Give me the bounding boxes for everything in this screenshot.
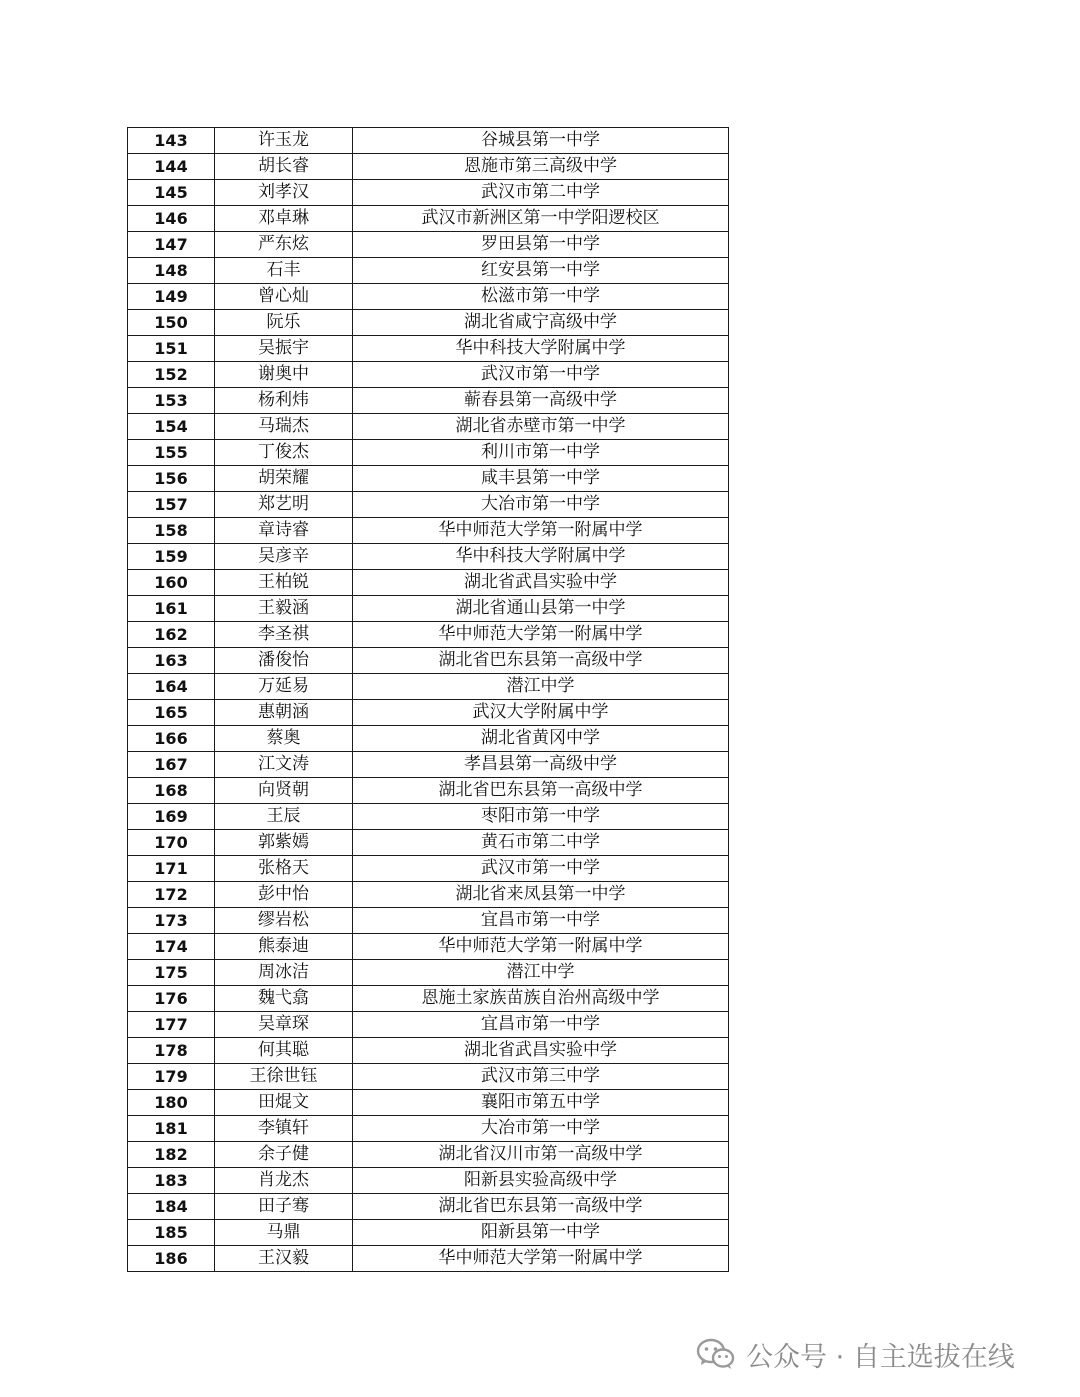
table-row — [128, 154, 729, 180]
school-name: 阳新县第一中学 — [353, 1220, 729, 1246]
table-row — [128, 674, 729, 700]
table-row — [128, 726, 729, 752]
results-table — [127, 127, 729, 1272]
student-name: 田焜文 — [215, 1090, 353, 1116]
table-row — [128, 362, 729, 388]
row-number: 147 — [128, 232, 215, 258]
table-row — [128, 440, 729, 466]
row-number: 184 — [128, 1194, 215, 1220]
row-number: 180 — [128, 1090, 215, 1116]
school-name: 湖北省黄冈中学 — [353, 726, 729, 752]
row-number: 170 — [128, 830, 215, 856]
school-name: 潜江中学 — [353, 674, 729, 700]
school-name: 湖北省通山县第一中学 — [353, 596, 729, 622]
row-number: 177 — [128, 1012, 215, 1038]
row-number: 162 — [128, 622, 215, 648]
row-number: 148 — [128, 258, 215, 284]
school-name: 襄阳市第五中学 — [353, 1090, 729, 1116]
row-number: 169 — [128, 804, 215, 830]
school-name: 武汉市第一中学 — [353, 856, 729, 882]
row-number: 176 — [128, 986, 215, 1012]
school-name: 大冶市第一中学 — [353, 492, 729, 518]
student-name: 向贤朝 — [215, 778, 353, 804]
table-row — [128, 1168, 729, 1194]
school-name: 华中科技大学附属中学 — [353, 544, 729, 570]
student-name: 周冰洁 — [215, 960, 353, 986]
table-row — [128, 648, 729, 674]
table-row — [128, 1142, 729, 1168]
school-name: 潜江中学 — [353, 960, 729, 986]
row-number: 156 — [128, 466, 215, 492]
watermark-text: 公众号 · 自主选拔在线 — [746, 1341, 1015, 1373]
row-number: 173 — [128, 908, 215, 934]
school-name: 华中师范大学第一附属中学 — [353, 518, 729, 544]
school-name: 枣阳市第一中学 — [353, 804, 729, 830]
student-name: 马鼎 — [215, 1220, 353, 1246]
student-name: 彭中怡 — [215, 882, 353, 908]
school-name: 武汉市新洲区第一中学阳逻校区 — [353, 206, 729, 232]
student-name: 王辰 — [215, 804, 353, 830]
student-name: 石丰 — [215, 258, 353, 284]
table-row — [128, 908, 729, 934]
school-name: 宜昌市第一中学 — [353, 908, 729, 934]
table-row — [128, 622, 729, 648]
school-name: 恩施市第三高级中学 — [353, 154, 729, 180]
school-name: 华中师范大学第一附属中学 — [353, 934, 729, 960]
student-name: 熊泰迪 — [215, 934, 353, 960]
table-row — [128, 856, 729, 882]
student-name: 胡长睿 — [215, 154, 353, 180]
row-number: 150 — [128, 310, 215, 336]
table-row — [128, 1012, 729, 1038]
school-name: 武汉市第二中学 — [353, 180, 729, 206]
table-row — [128, 960, 729, 986]
table-row — [128, 1090, 729, 1116]
school-name: 利川市第一中学 — [353, 440, 729, 466]
table-row — [128, 934, 729, 960]
table-row — [128, 804, 729, 830]
table-row — [128, 128, 729, 154]
row-number: 172 — [128, 882, 215, 908]
student-name: 邓卓琳 — [215, 206, 353, 232]
row-number: 144 — [128, 154, 215, 180]
school-name: 大冶市第一中学 — [353, 1116, 729, 1142]
student-name: 魏弋翕 — [215, 986, 353, 1012]
row-number: 163 — [128, 648, 215, 674]
row-number: 167 — [128, 752, 215, 778]
student-name: 王汉毅 — [215, 1246, 353, 1272]
school-name: 湖北省汉川市第一高级中学 — [353, 1142, 729, 1168]
table-row — [128, 518, 729, 544]
student-name: 李镇轩 — [215, 1116, 353, 1142]
school-name: 湖北省巴东县第一高级中学 — [353, 1194, 729, 1220]
student-name: 谢奥中 — [215, 362, 353, 388]
row-number: 157 — [128, 492, 215, 518]
school-name: 武汉市第三中学 — [353, 1064, 729, 1090]
table-row — [128, 284, 729, 310]
row-number: 158 — [128, 518, 215, 544]
table-row — [128, 388, 729, 414]
student-name: 许玉龙 — [215, 128, 353, 154]
student-name: 李圣祺 — [215, 622, 353, 648]
row-number: 159 — [128, 544, 215, 570]
school-name: 湖北省武昌实验中学 — [353, 1038, 729, 1064]
school-name: 黄石市第二中学 — [353, 830, 729, 856]
student-name: 郑艺明 — [215, 492, 353, 518]
student-name: 缪岩松 — [215, 908, 353, 934]
student-name: 吴振宇 — [215, 336, 353, 362]
student-name: 胡荣耀 — [215, 466, 353, 492]
student-name: 江文涛 — [215, 752, 353, 778]
table-row — [128, 1064, 729, 1090]
school-name: 湖北省来凤县第一中学 — [353, 882, 729, 908]
table-row — [128, 1194, 729, 1220]
table-row — [128, 180, 729, 206]
row-number: 151 — [128, 336, 215, 362]
school-name: 罗田县第一中学 — [353, 232, 729, 258]
student-name: 曾心灿 — [215, 284, 353, 310]
school-name: 孝昌县第一高级中学 — [353, 752, 729, 778]
row-number: 160 — [128, 570, 215, 596]
wechat-icon — [696, 1338, 736, 1370]
table-row — [128, 986, 729, 1012]
table-row — [128, 466, 729, 492]
student-name: 张格天 — [215, 856, 353, 882]
student-name: 丁俊杰 — [215, 440, 353, 466]
table-row — [128, 232, 729, 258]
table-body — [128, 128, 729, 1272]
student-name: 王柏锐 — [215, 570, 353, 596]
student-name: 章诗睿 — [215, 518, 353, 544]
row-number: 171 — [128, 856, 215, 882]
row-number: 146 — [128, 206, 215, 232]
school-name: 红安县第一中学 — [353, 258, 729, 284]
row-number: 165 — [128, 700, 215, 726]
student-name: 余子健 — [215, 1142, 353, 1168]
school-name: 武汉大学附属中学 — [353, 700, 729, 726]
row-number: 175 — [128, 960, 215, 986]
school-name: 华中师范大学第一附属中学 — [353, 1246, 729, 1272]
table-row — [128, 336, 729, 362]
table-row — [128, 414, 729, 440]
row-number: 174 — [128, 934, 215, 960]
student-name: 肖龙杰 — [215, 1168, 353, 1194]
student-name: 杨利炜 — [215, 388, 353, 414]
school-name: 湖北省武昌实验中学 — [353, 570, 729, 596]
row-number: 155 — [128, 440, 215, 466]
student-name: 马瑞杰 — [215, 414, 353, 440]
school-name: 蕲春县第一高级中学 — [353, 388, 729, 414]
student-name: 刘孝汉 — [215, 180, 353, 206]
row-number: 143 — [128, 128, 215, 154]
school-name: 恩施土家族苗族自治州高级中学 — [353, 986, 729, 1012]
school-name: 湖北省巴东县第一高级中学 — [353, 778, 729, 804]
table-row — [128, 752, 729, 778]
school-name: 华中科技大学附属中学 — [353, 336, 729, 362]
student-name: 惠朝涵 — [215, 700, 353, 726]
student-name: 王毅涵 — [215, 596, 353, 622]
student-name: 严东炫 — [215, 232, 353, 258]
table-row — [128, 596, 729, 622]
row-number: 166 — [128, 726, 215, 752]
row-number: 168 — [128, 778, 215, 804]
school-name: 湖北省咸宁高级中学 — [353, 310, 729, 336]
row-number: 145 — [128, 180, 215, 206]
row-number: 161 — [128, 596, 215, 622]
watermark — [696, 1336, 1015, 1372]
student-name: 蔡奥 — [215, 726, 353, 752]
student-name: 何其聪 — [215, 1038, 353, 1064]
row-number: 185 — [128, 1220, 215, 1246]
student-name: 王徐世钰 — [215, 1064, 353, 1090]
student-name: 阮乐 — [215, 310, 353, 336]
student-name: 郭紫嫣 — [215, 830, 353, 856]
school-name: 松滋市第一中学 — [353, 284, 729, 310]
row-number: 152 — [128, 362, 215, 388]
table-row — [128, 778, 729, 804]
student-name: 吴章琛 — [215, 1012, 353, 1038]
school-name: 咸丰县第一中学 — [353, 466, 729, 492]
table-row — [128, 544, 729, 570]
table-row — [128, 492, 729, 518]
table-row — [128, 1116, 729, 1142]
school-name: 武汉市第一中学 — [353, 362, 729, 388]
row-number: 164 — [128, 674, 215, 700]
school-name: 阳新县实验高级中学 — [353, 1168, 729, 1194]
school-name: 湖北省赤壁市第一中学 — [353, 414, 729, 440]
row-number: 154 — [128, 414, 215, 440]
table-row — [128, 1246, 729, 1272]
row-number: 186 — [128, 1246, 215, 1272]
table-row — [128, 1220, 729, 1246]
row-number: 183 — [128, 1168, 215, 1194]
school-name: 宜昌市第一中学 — [353, 1012, 729, 1038]
table-row — [128, 830, 729, 856]
school-name: 谷城县第一中学 — [353, 128, 729, 154]
table-row — [128, 700, 729, 726]
row-number: 181 — [128, 1116, 215, 1142]
school-name: 华中师范大学第一附属中学 — [353, 622, 729, 648]
row-number: 179 — [128, 1064, 215, 1090]
student-name: 万延易 — [215, 674, 353, 700]
table-row — [128, 206, 729, 232]
row-number: 153 — [128, 388, 215, 414]
table-row — [128, 882, 729, 908]
student-name: 田子骞 — [215, 1194, 353, 1220]
row-number: 149 — [128, 284, 215, 310]
table-row — [128, 1038, 729, 1064]
row-number: 182 — [128, 1142, 215, 1168]
school-name: 湖北省巴东县第一高级中学 — [353, 648, 729, 674]
table-row — [128, 570, 729, 596]
row-number: 178 — [128, 1038, 215, 1064]
student-name: 潘俊怡 — [215, 648, 353, 674]
table-row — [128, 310, 729, 336]
student-name: 吴彦辛 — [215, 544, 353, 570]
table-row — [128, 258, 729, 284]
